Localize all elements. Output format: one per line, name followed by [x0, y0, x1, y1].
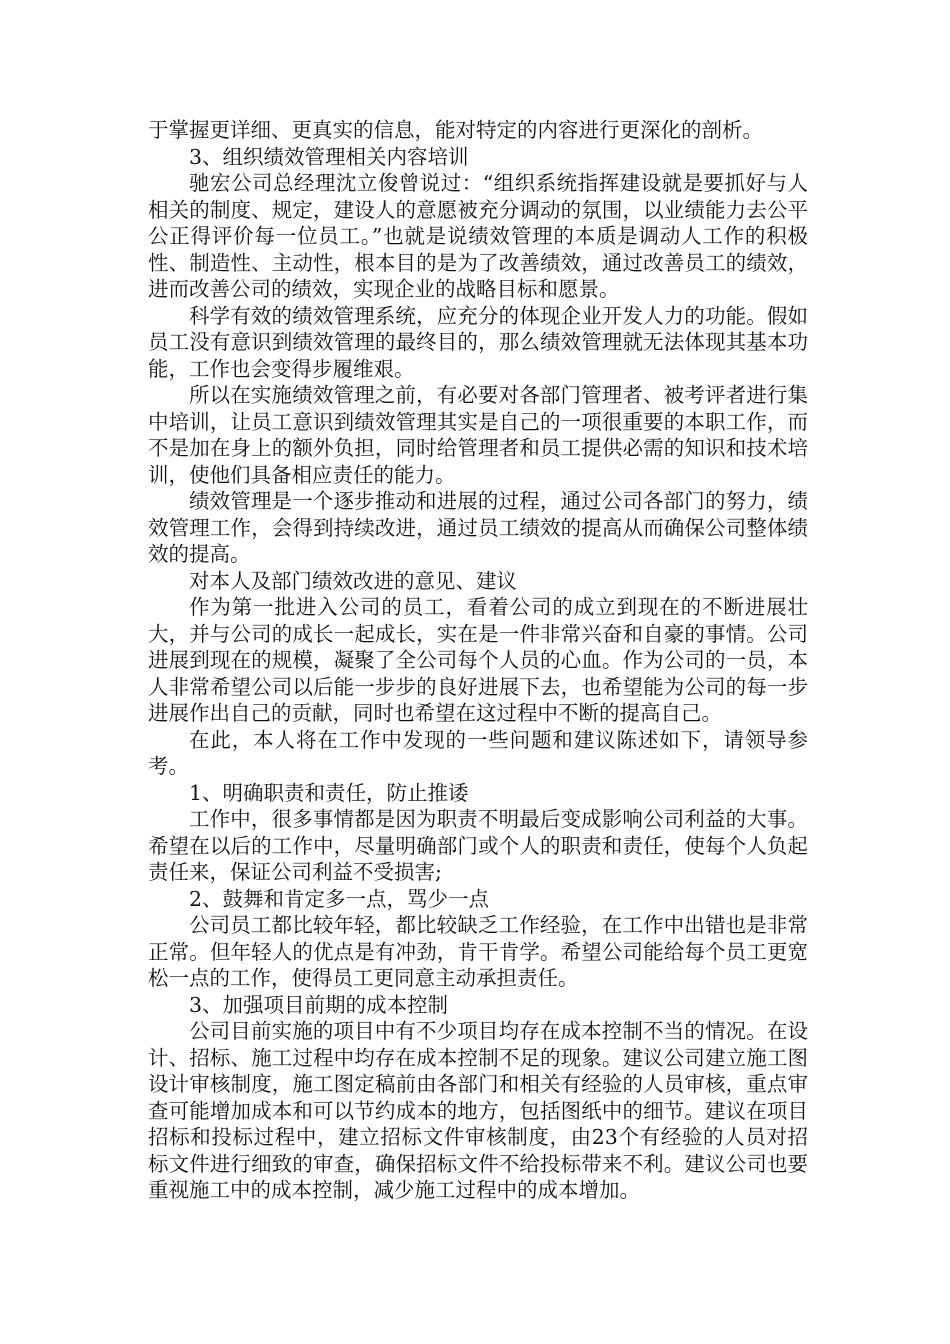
paragraph: 公司目前实施的项目中有不少项目均存在成本控制不当的情况。在设计、招标、施工过程中均存在成本控制不足的现象。建议公司建立施工图设计审核制度，施工图定稿前由各部门和相关有经验的人员审核，重点审查可能增加成本和可以节约成本的地方，包括图纸中的细节。建议在项目招标和投标过程中，建立招标文件审核制度，由23个有经验的人员对招标文件进行细致的审查，确保招标文件不给投标带来不利。建议公司也要重视施工中的成本控制，减少施工过程中的成本增加。 — [148, 1019, 808, 1202]
section-heading: 1、明确职责和责任，防止推诿 — [189, 780, 469, 805]
document-page — [148, 117, 808, 1204]
paragraph: 驰宏公司总经理沈立俊曾说过：“组织系统指挥建设就是要抓好与人相关的制度、规定，建设人的意愿被充分调动的氛围，以业绩能力去公平公正得评价每一位员工。”也就是说绩效管理的本质是调动人工作的积极性、制造性、主动性，根本目的是为了改善绩效，通过改善员工的绩效，进而改善公司的绩效，实现企业的战略目标和愿景。 — [148, 171, 808, 301]
section-heading: 3、加强项目前期的成本控制 — [189, 992, 449, 1017]
paragraph: 绩效管理是一个逐步推动和进展的过程，通过公司各部门的努力，绩效管理工作，会得到持续改进，通过员工绩效的提高从而确保公司整体绩效的提高。 — [148, 489, 808, 566]
paragraph: 所以在实施绩效管理之前，有必要对各部门管理者、被考评者进行集中培训，让员工意识到绩效管理其实是自己的一项很重要的本职工作，而不是加在身上的额外负担，同时给管理者和员工提供必需的知识和技术培训，使他们具备相应责任的能力。 — [148, 383, 808, 487]
paragraph: 科学有效的绩效管理系统，应充分的体现企业开发人力的功能。假如员工没有意识到绩效管理的最终目的，那么绩效管理就无法体现其基本功能，工作也会变得步履维艰。 — [148, 303, 808, 381]
paragraph: 作为第一批进入公司的员工，看着公司的成立到现在的不断进展壮大，并与公司的成长一起成长，实在是一件非常兴奋和自豪的事情。公司进展到现在的规模，凝聚了全公司每个人员的心血。作为公司的一员，本人非常希望公司以后能一步步的良好进展下去，也希望能为公司的每一步进展作出自己的贡献，同时也希望在这过程中不断的提高自己。 — [148, 595, 808, 725]
paragraph: 公司员工都比较年轻，都比较缺乏工作经验，在工作中出错也是非常正常。但年轻人的优点是有冲劲，肯干肯学。希望公司能给每个员工更宽松一点的工作，使得员工更同意主动承担责任。 — [148, 913, 808, 990]
section-heading: 3、组织绩效管理相关内容培训 — [189, 144, 469, 169]
paragraph: 工作中，很多事情都是因为职责不明最后变成影响公司利益的大事。希望在以后的工作中，尽量明确部门或个人的职责和责任，使每个人负起责任来，保证公司利益不受损害; — [148, 807, 808, 884]
paragraph: 在此，本人将在工作中发现的一些问题和建议陈述如下，请领导参考。 — [148, 727, 808, 778]
paragraph: 于掌握更详细、更真实的信息，能对特定的内容进行更深化的剖析。 — [148, 118, 763, 142]
section-heading: 2、鼓舞和肯定多一点，骂少一点 — [189, 886, 490, 911]
section-heading: 对本人及部门绩效改进的意见、建议 — [189, 568, 517, 593]
